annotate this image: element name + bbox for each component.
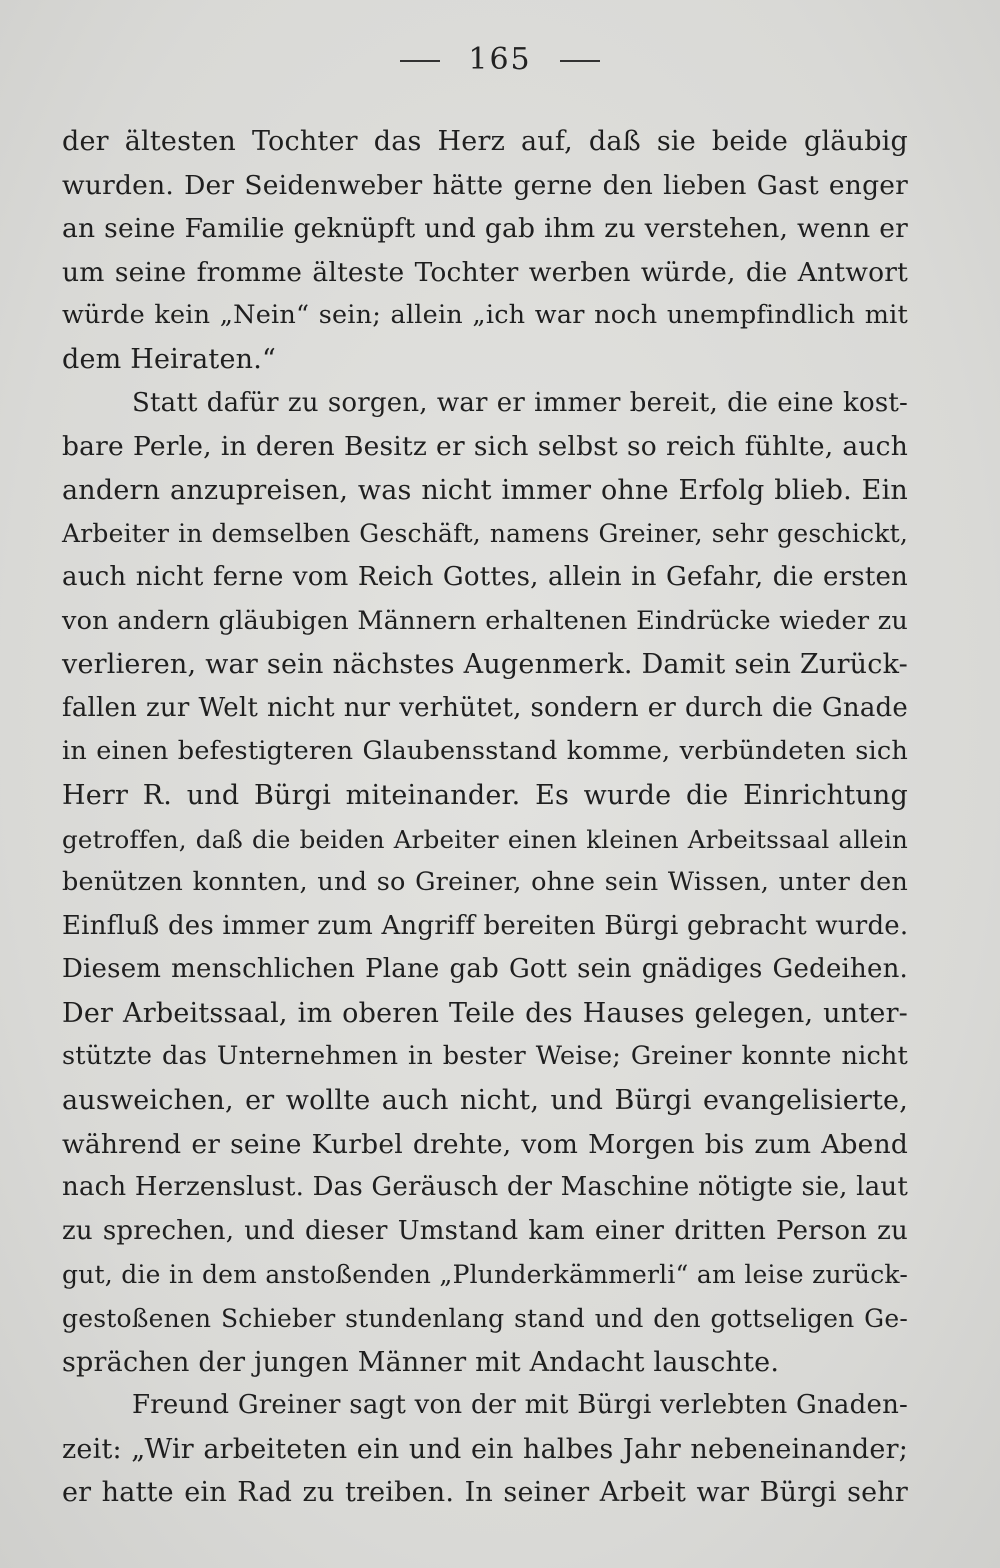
text-line: um seine fromme älteste Tochter werben würde, die Antwort: [62, 256, 908, 288]
text-line: bare Perle, in deren Besitz er sich selbst so reich fühlte, auch: [62, 431, 908, 463]
text-line: auch nicht ferne vom Reich Gottes, allein in Gefahr, die ersten: [62, 561, 908, 592]
text-line: wurden. Der Seidenweber hätte gerne den lieben Gast enger: [62, 169, 908, 201]
text-line: verlieren, war sein nächstes Augenmerk. Damit sein Zurück-: [62, 649, 908, 681]
header-dash-left: [400, 60, 440, 62]
text-line: stützte das Unternehmen in bester Weise; Greiner konnte nicht: [62, 1041, 908, 1072]
text-line: er hatte ein Rad zu treiben. In seiner Arbeit war Bürgi sehr: [62, 1477, 908, 1509]
text-line: andern anzupreisen, was nicht immer ohne Erfolg blieb. Ein: [62, 474, 908, 506]
page-number: 165: [468, 42, 532, 77]
text-line: fallen zur Welt nicht nur verhütet, sondern er durch die Gnade: [62, 692, 908, 723]
text-line: der ältesten Tochter das Herz auf, daß sie beide gläubig: [62, 126, 908, 157]
text-line: Statt dafür zu sorgen, war er immer bereit, die eine kost-: [132, 387, 908, 418]
text-line: gestoßenen Schieber stundenlang stand und den gottseligen Ge-: [62, 1304, 908, 1334]
page-header: [0, 42, 1000, 77]
text-line: würde kein „Nein“ sein; allein „ich war noch unempfindlich mit: [62, 300, 908, 331]
text-line: in einen befestigteren Glaubensstand komme, verbündeten sich: [62, 736, 908, 767]
text-line: ausweichen, er wollte auch nicht, und Bürgi evangelisierte,: [62, 1085, 908, 1117]
header-dash-right: [560, 60, 600, 62]
text-line: Diesem menschlichen Plane gab Gott sein gnädiges Gedeihen.: [62, 954, 908, 985]
text-line: Der Arbeitssaal, im oberen Teile des Hauses gelegen, unter-: [62, 997, 908, 1029]
text-line: an seine Familie geknüpft und gab ihm zu verstehen, wenn er: [62, 213, 908, 245]
text-line: zeit: „Wir arbeiteten ein und ein halbes Jahr nebeneinander;: [62, 1433, 908, 1465]
text-line: getroffen, daß die beiden Arbeiter einen kleinen Arbeitssaal allein: [62, 824, 908, 854]
page-body: [62, 120, 908, 1515]
text-line: während er seine Kurbel drehte, vom Morgen bis zum Abend: [62, 1128, 908, 1160]
text-line: nach Herzenslust. Das Geräusch der Maschine nötigte sie, laut: [62, 1172, 908, 1203]
text-line: Einfluß des immer zum Angriff bereiten Bürgi gebracht wurde.: [62, 910, 909, 941]
text-line: gut, die in dem anstoßenden „Plunderkämmerli“ am leise zurück-: [62, 1260, 908, 1290]
text-line: Freund Greiner sagt von der mit Bürgi verlebten Gnaden-: [132, 1390, 908, 1421]
text-line: zu sprechen, und dieser Umstand kam einer dritten Person zu: [62, 1215, 908, 1246]
text-line: dem Heiraten.“: [62, 343, 277, 375]
text-line: von andern gläubigen Männern erhaltenen Eindrücke wieder zu: [62, 605, 908, 636]
text-line: sprächen der jungen Männer mit Andacht lauschte.: [62, 1346, 780, 1378]
text-line: Arbeiter in demselben Geschäft, namens Greiner, sehr geschickt,: [62, 519, 908, 549]
text-line: Herr R. und Bürgi miteinander. Es wurde die Einrichtung: [62, 779, 908, 811]
text-line: benützen konnten, und so Greiner, ohne sein Wissen, unter den: [62, 867, 908, 898]
